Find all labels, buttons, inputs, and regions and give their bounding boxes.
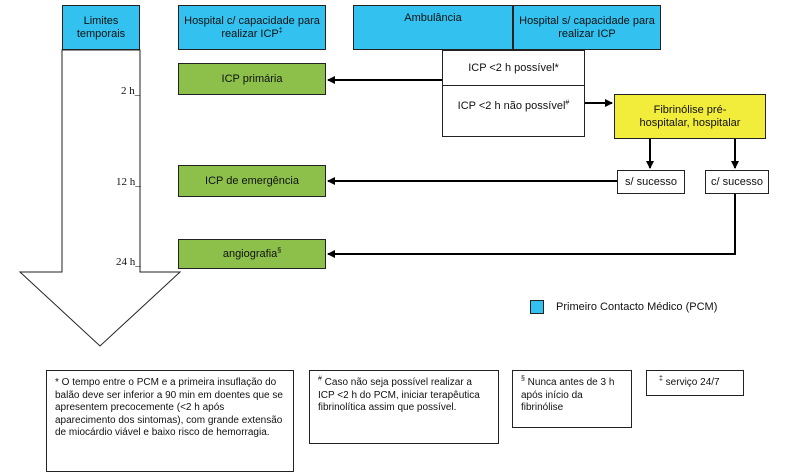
header-ambulance-label: Ambulância xyxy=(404,12,462,24)
node-icp-emergencia xyxy=(178,165,326,197)
node-fibrinolise-label: Fibrinólise pré-hospitalar, hospitalar xyxy=(639,103,741,129)
header-ambulance xyxy=(353,5,513,50)
node-com-sucesso-label: c/ sucesso xyxy=(711,175,763,188)
time-tick-24h: 24 h_ xyxy=(116,256,141,268)
legend-label: Primeiro Contacto Médico (PCM) xyxy=(556,301,718,313)
time-tick-12h: 12 h_ xyxy=(116,176,141,188)
node-icp-emergencia-label: ICP de emergência xyxy=(205,174,299,187)
arrow-to-angiografia xyxy=(328,194,735,254)
node-icp-possivel-label: ICP <2 h possível* xyxy=(468,61,559,74)
node-icp-primaria xyxy=(178,63,326,95)
header-hospital-with-icp-label: Hospital c/ capacidade para realizar ICP‡ xyxy=(184,14,320,40)
node-icp-primaria-label: ICP primária xyxy=(221,72,283,85)
note-section-text: § Nunca antes de 3 h após início da fibrinólise xyxy=(521,375,615,413)
node-sem-sucesso xyxy=(617,170,685,194)
header-hospital-without-icp-label: Hospital s/ capacidade para realizar ICP xyxy=(519,14,655,40)
note-dagger xyxy=(646,370,744,396)
node-sem-sucesso-label: s/ sucesso xyxy=(625,175,677,188)
node-icp-nao-possivel xyxy=(442,85,585,137)
node-angiografia-label: angiografia§ xyxy=(222,246,282,260)
note-section xyxy=(512,370,632,428)
header-hospital-with-icp xyxy=(178,5,326,50)
node-angiografia xyxy=(178,239,326,269)
note-star xyxy=(46,370,294,472)
node-icp-possivel xyxy=(442,50,585,86)
node-fibrinolise xyxy=(614,94,766,139)
note-hash xyxy=(309,370,499,444)
note-dagger-text: ‡ serviço 24/7 xyxy=(659,375,720,388)
note-star-text: * O tempo entre o PCM e a primeira insuflação do balão deve ser inferior a 90 min em doentes que se apresentem precocemente (<2 h após aparecimento dos sintomas), com grande extensão de miocárdio viável e baixo risco de hemorragia. xyxy=(55,377,283,438)
header-time-limits-label: Limites temporais xyxy=(76,14,126,40)
node-icp-nao-possivel-label: ICP <2 h não possível# xyxy=(457,99,570,112)
legend-swatch xyxy=(530,300,544,314)
node-com-sucesso xyxy=(705,170,769,194)
header-hospital-without-icp xyxy=(513,5,661,50)
note-hash-text: # Caso não seja possível realizar a ICP <2 h do PCM, iniciar terapêutica fibrinolítica assim que possível. xyxy=(318,375,480,413)
timeline-arrow xyxy=(20,50,180,346)
time-tick-2h: 2 h_ xyxy=(121,85,141,97)
header-time-limits xyxy=(62,5,140,50)
